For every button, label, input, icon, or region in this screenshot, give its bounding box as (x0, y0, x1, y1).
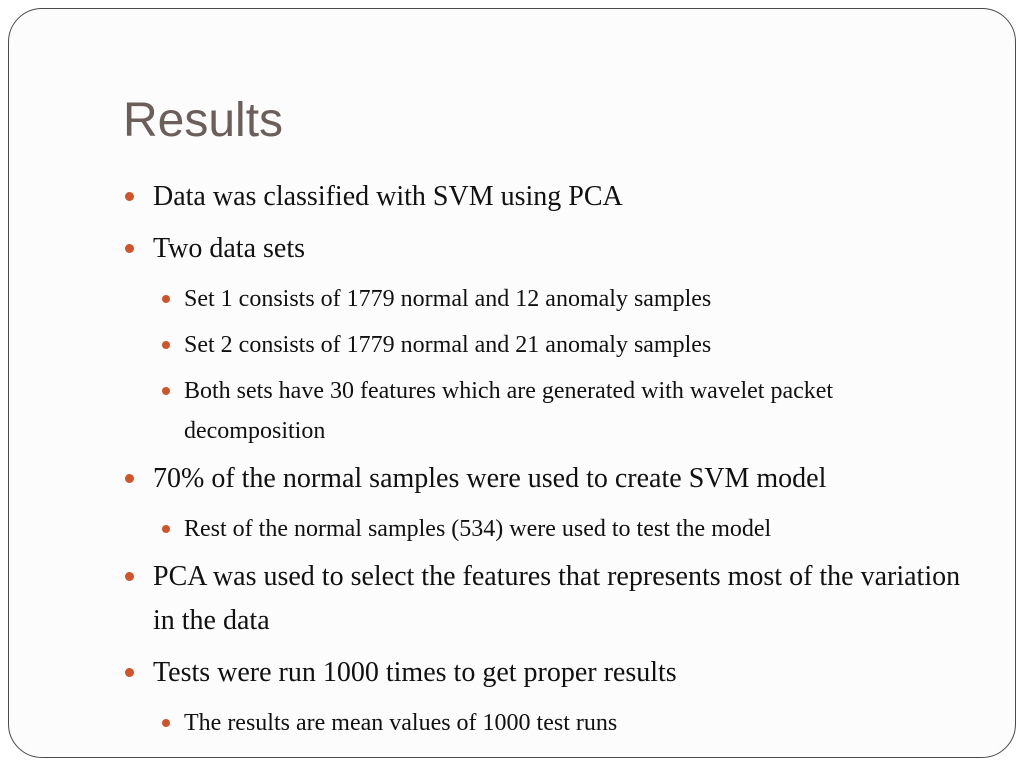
bullet-dot-icon (162, 341, 170, 349)
sub-bullet-text: Rest of the normal samples (534) were used to test the model (184, 516, 772, 542)
slide-title: Results (123, 94, 284, 147)
bullet-item (123, 651, 973, 695)
bullet-item (123, 457, 973, 501)
bullet-dot-icon (125, 474, 134, 483)
bullet-dot-icon (125, 668, 134, 677)
sub-bullet-text: The results are mean values of 1000 test runs (184, 710, 618, 736)
bullet-text: PCA was used to select the features that represents most of the variation in the data (153, 561, 961, 636)
bullet-text: Tests were run 1000 times to get proper results (153, 657, 677, 688)
bullet-dot-icon (125, 572, 134, 581)
bullet-dot-icon (125, 244, 134, 253)
bullet-text: Two data sets (153, 233, 306, 264)
sub-bullet-text: Set 1 consists of 1779 normal and 12 anomaly samples (184, 286, 712, 312)
bullet-dot-icon (162, 387, 170, 395)
bullet-dot-icon (162, 719, 170, 727)
sub-bullet-item (123, 371, 973, 451)
sub-bullet-text: Both sets have 30 features which are generated with wavelet packet decomposition (184, 378, 834, 444)
slide-frame (8, 8, 1016, 758)
sub-bullet-item (123, 703, 973, 743)
sub-bullet-item (123, 279, 973, 319)
sub-bullet-item (123, 325, 973, 365)
sub-bullet-item (123, 509, 973, 549)
bullet-list (123, 175, 973, 749)
bullet-item (123, 227, 973, 271)
sub-bullet-text: Set 2 consists of 1779 normal and 21 anomaly samples (184, 332, 712, 358)
bullet-dot-icon (162, 525, 170, 533)
bullet-text: 70% of the normal samples were used to create SVM model (153, 463, 827, 494)
bullet-dot-icon (125, 192, 134, 201)
bullet-item (123, 555, 973, 643)
bullet-item (123, 175, 973, 219)
bullet-dot-icon (162, 295, 170, 303)
bullet-text: Data was classified with SVM using PCA (153, 181, 623, 212)
